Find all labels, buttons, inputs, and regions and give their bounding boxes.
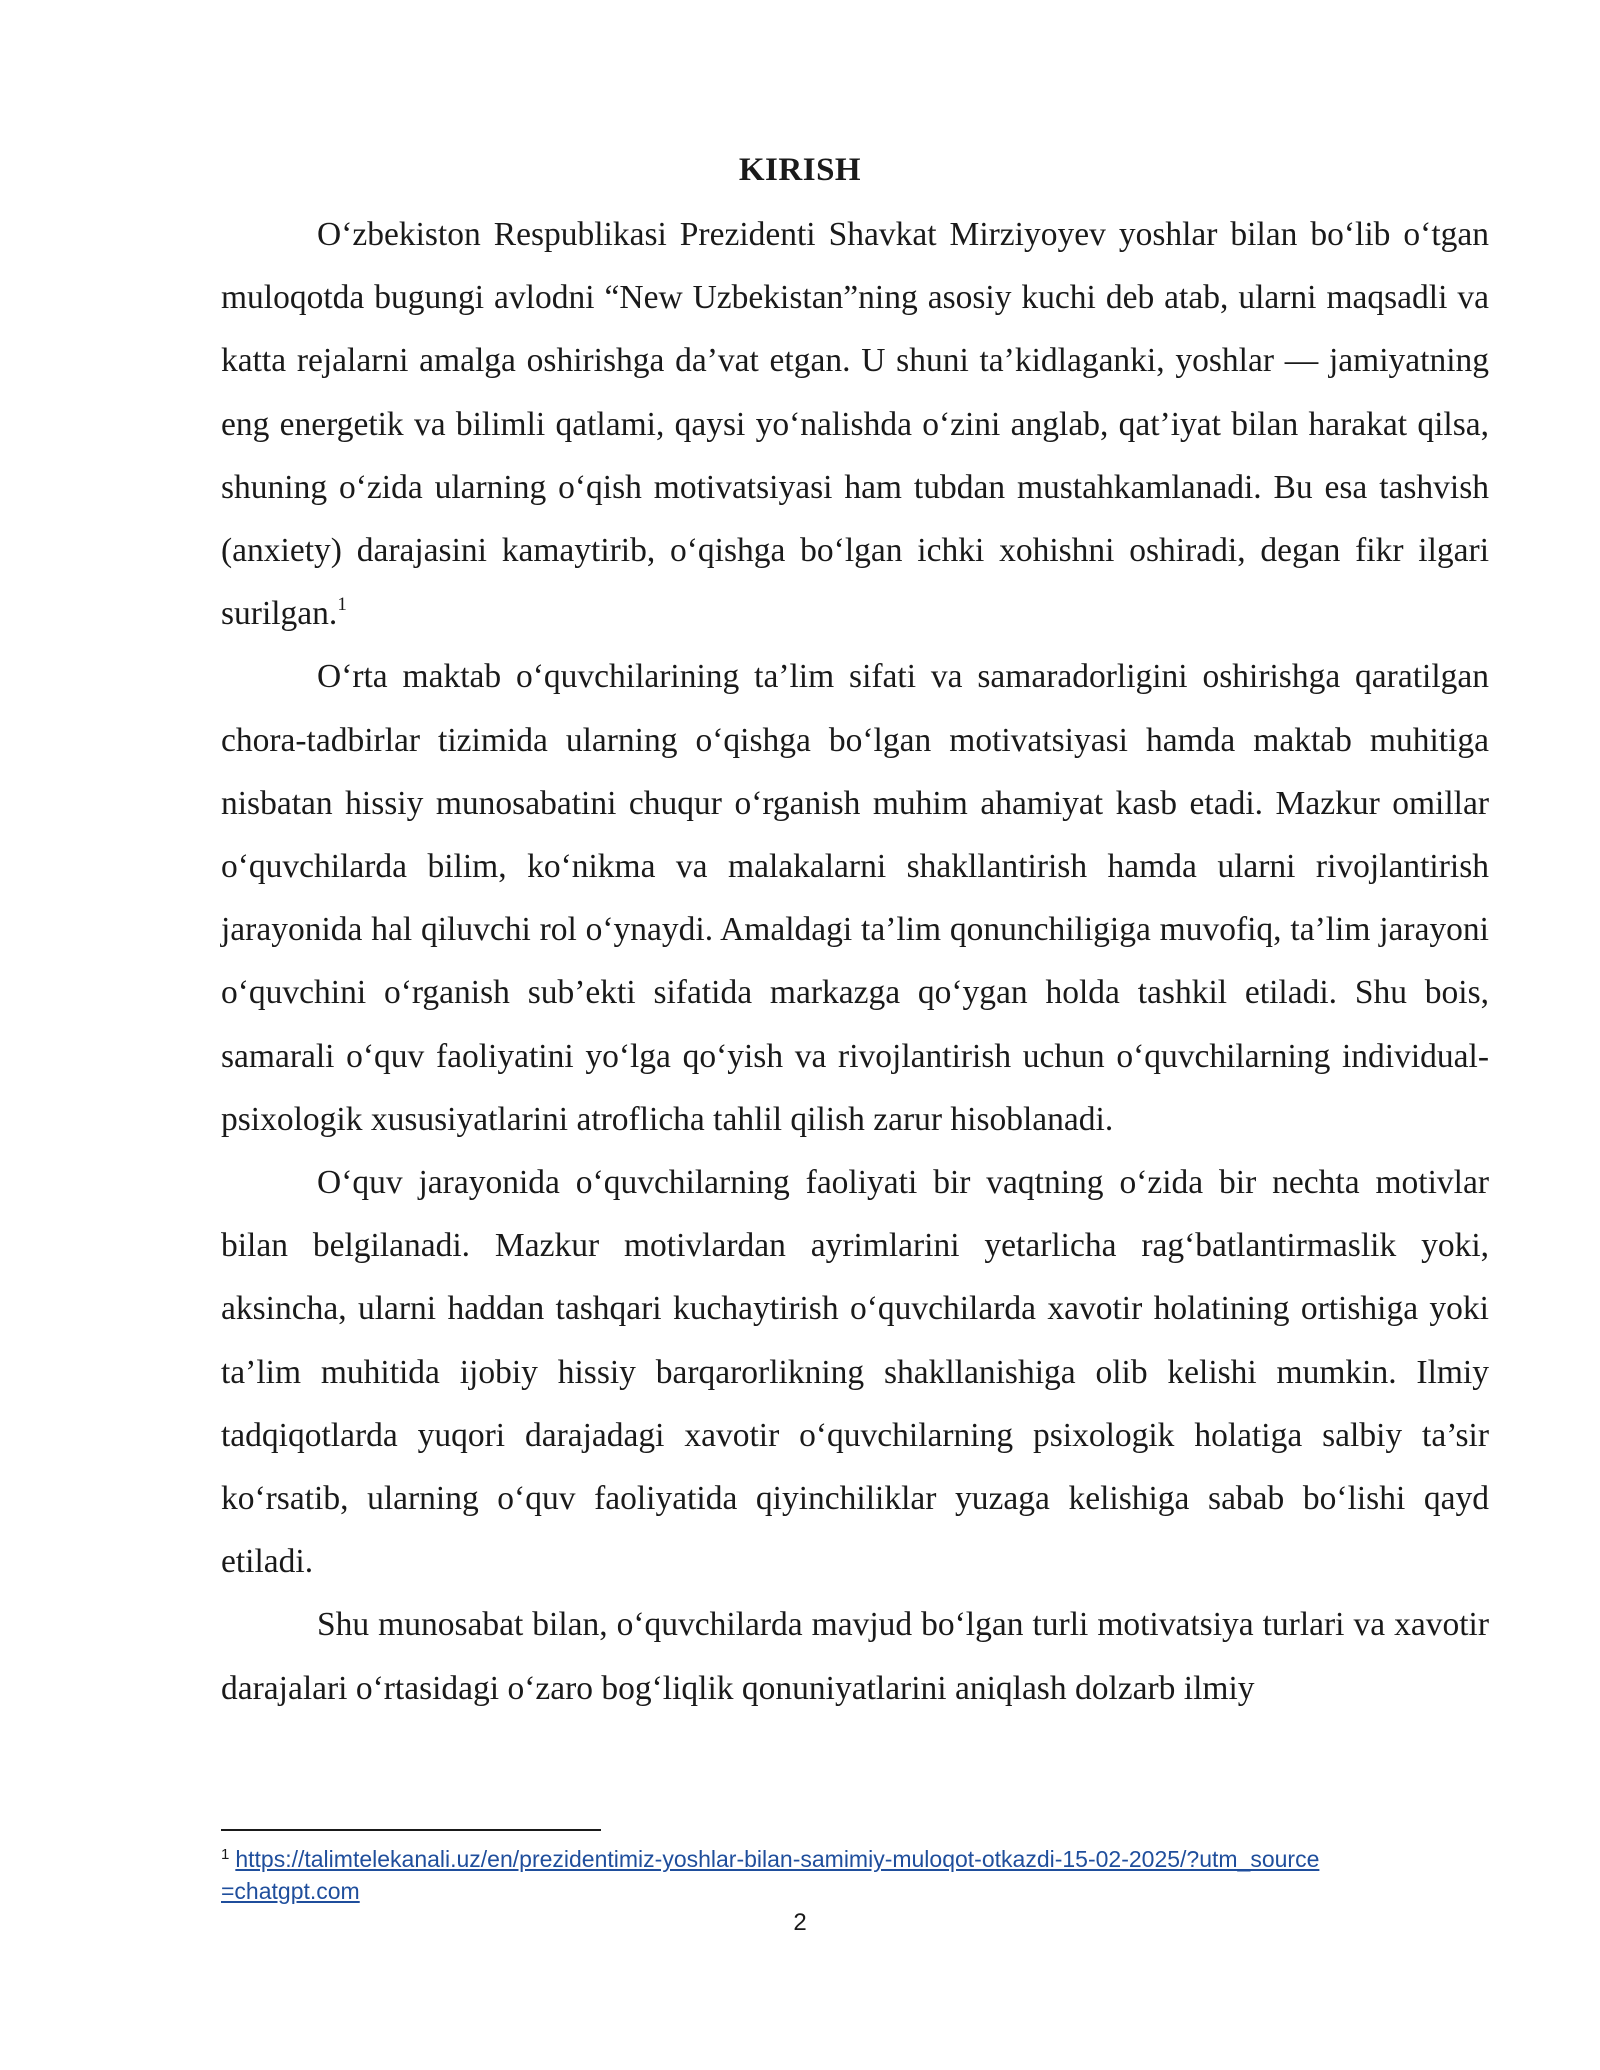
- body-text: [221, 203, 1489, 1720]
- footnote-reference[interactable]: 1: [337, 594, 347, 616]
- paragraph-4: Shu munosabat bilan, o‘quvchilarda mavjud bo‘lgan turli motivatsiya turlari va xavotir darajalari o‘rtasidagi o‘zaro bog‘liqlik qonuniyatlarini aniqlash dolzarb ilmiy: [221, 1606, 1489, 1707]
- footnote-separator: [221, 1829, 601, 1831]
- paragraph-1: [221, 203, 1489, 645]
- paragraph-3: O‘quv jarayonida o‘quvchilarning faoliyati bir vaqtning o‘zida bir nechta motivlar bilan belgilanadi. Mazkur motivlardan ayrimlarini yetarlicha rag‘batlantirmaslik yoki, aksincha, ularni haddan tashqari kuchaytirish o‘quvchilarda xavotir holatining ortishiga yoki ta’lim muhitida ijobiy hissiy barqarorlikning shakllanishiga olib kelishi mumkin. Ilmiy tadqiqotlarda yuqori darajadagi xavotir o‘quvchilarning psixologik holatiga salbiy ta’sir ko‘rsatib, ularning o‘quv faoliyatida qiyinchiliklar yuzaga kelishiga sabab bo‘lishi qayd etiladi.: [221, 1164, 1489, 1581]
- page-number: 2: [793, 1909, 807, 1936]
- paragraph-2: O‘rta maktab o‘quvchilarining ta’lim sifati va samaradorligini oshirishga qaratilgan chora-tadbirlar tizimida ularning o‘qishga bo‘lgan motivatsiyasi hamda maktab muhitiga nisbatan hissiy munosabatini chuqur o‘rganish muhim ahamiyat kasb etadi. Mazkur omillar o‘quvchilarda bilim, ko‘nikma va malakalarni shakllantirish hamda ularni rivojlantirish jarayonida hal qiluvchi rol o‘ynaydi. Amaldagi ta’lim qonunchiligiga muvofiq, ta’lim jarayoni o‘quvchini o‘rganish sub’ekti sifatida markazga qo‘ygan holda tashkil etiladi. Shu bois, samarali o‘quv faoliyatini yo‘lga qo‘yish va rivojlantirish uchun o‘quvchilarning individual-psixologik xususiyatlarini atroflicha tahlil qilish zarur hisoblanadi.: [221, 658, 1489, 1138]
- section-title: KIRISH: [738, 152, 862, 188]
- footnote: [221, 1843, 1321, 1907]
- footnote-link[interactable]: https://talimtelekanali.uz/en/prezidentimiz-yoshlar-bilan-samimiy-muloqot-otkazdi-15-02-2025/?utm_source=chatgpt.com: [221, 1846, 1320, 1904]
- footnote-marker: 1: [221, 1846, 230, 1863]
- paragraph-1-text: O‘zbekiston Respublikasi Prezidenti Shavkat Mirziyoyev yoshlar bilan bo‘lib o‘tgan muloqotda bugungi avlodni “New Uzbekistan”ning asosiy kuchi deb atab, ularni maqsadli va katta rejalarni amalga oshirishga da’vat etgan. U shuni ta’kidlaganki, yoshlar — jamiyatning eng energetik va bilimli qatlami, qaysi yo‘nalishda o‘zini anglab, qat’iyat bilan harakat qilsa, shuning o‘zida ularning o‘qish motivatsiyasi ham tubdan mustahkamlanadi. Bu esa tashvish (anxiety) darajasini kamaytirib, o‘qishga bo‘lgan ichki xohishni oshiradi, degan fikr ilgari surilgan.: [221, 216, 1489, 633]
